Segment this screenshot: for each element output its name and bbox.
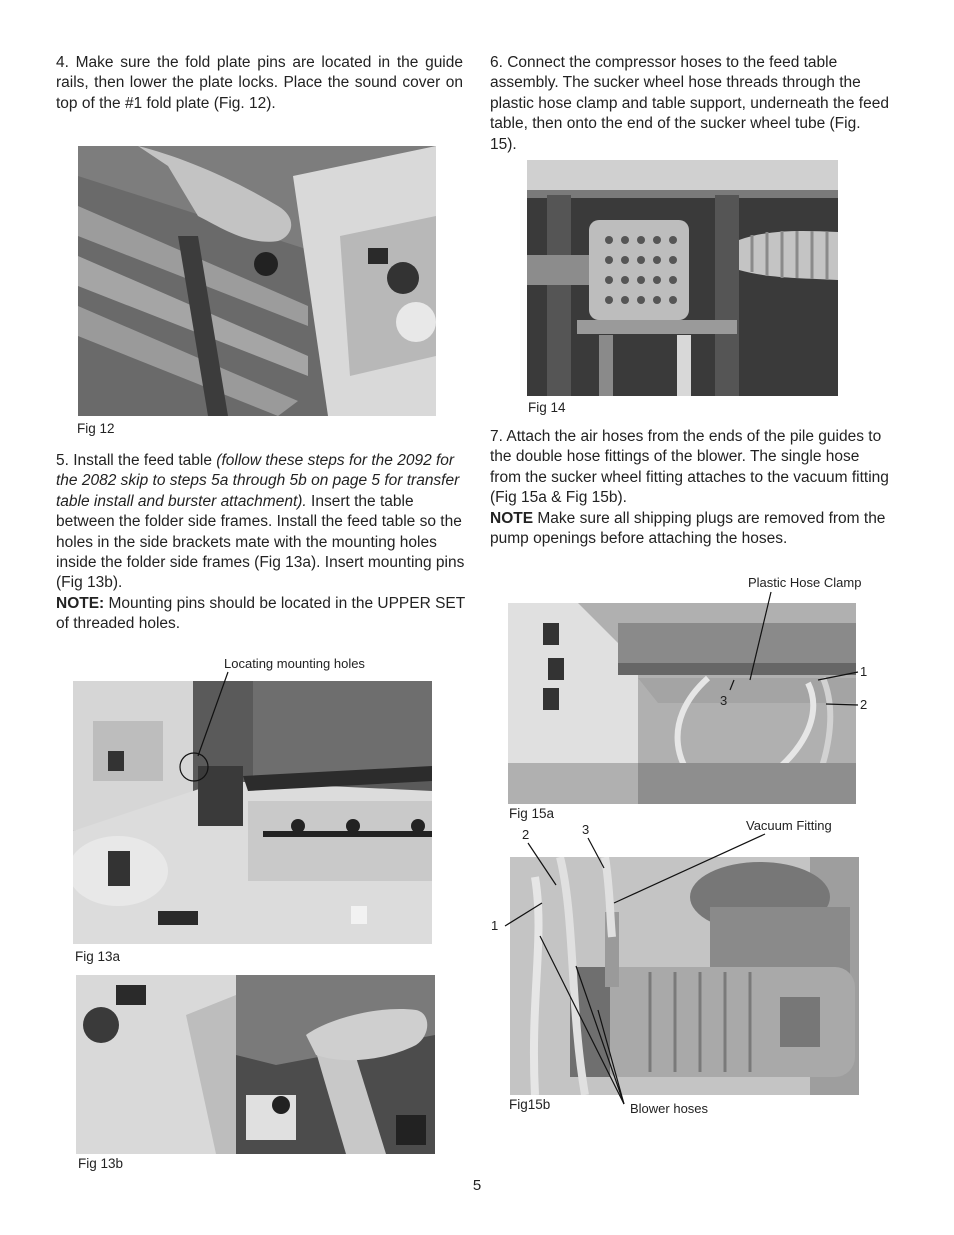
fig-15a-photo — [508, 603, 856, 804]
step-5-note-text: Mounting pins should be located in the UPPER SET of threaded holes. — [56, 594, 465, 633]
step-7-note — [490, 509, 892, 550]
step-4-text — [56, 53, 463, 114]
step-5-body: Insert the table between the folder side frames. Install the feed table so the holes in the side brackets mate with the mounting holes inside the folder side frames (Fig 13a). Insert mounting pins (Fig 13b). — [56, 492, 465, 592]
fig-15b-callout-blower: Blower hoses — [630, 1101, 709, 1116]
fig-15b-label-1: 1 — [491, 918, 499, 933]
fig-15a-caption: Fig 15a — [509, 806, 555, 821]
step-6-paragraph: 6. Connect the compressor hoses to the feed table assembly. The sucker wheel hose threads through the plastic hose clamp and table support, underneath the feed table, then onto the end of the sucker wheel tube (Fig. 15). — [490, 54, 889, 153]
step-7-note-label: NOTE — [490, 509, 534, 527]
step-7-paragraph: 7. Attach the air hoses from the ends of the pile guides to the double hose fittings of the blower. The single hose from the sucker wheel fitting attaches to the vacuum fitting (Fig 15a & Fig 15b). — [490, 428, 889, 507]
step-5-note-label: NOTE: — [56, 594, 105, 612]
fig-15b-label-3: 3 — [582, 822, 590, 837]
step-5-lead: 5. Install the feed table — [56, 452, 217, 469]
fig-15a-callout-clamp: Plastic Hose Clamp — [748, 575, 862, 590]
fig-13a-caption: Fig 13a — [75, 949, 121, 964]
step-5-italic-note: (follow these steps for the 2092 for the 2082 skip to steps 5a through 5b on page 5 for transfer table install and burster attachment). — [56, 452, 460, 510]
step-7-text — [490, 427, 892, 549]
step-5-paragraph — [56, 451, 466, 594]
fig-12-photo — [78, 146, 436, 416]
fig-14-photo — [527, 160, 838, 396]
fig-15b-photo — [510, 857, 859, 1095]
fig-15b-caption: Fig15b — [509, 1097, 551, 1112]
fig-13b-photo — [76, 975, 435, 1154]
fig-15b-callout-vacuum: Vacuum Fitting — [746, 818, 832, 833]
fig-13a-callout-label: Locating mounting holes — [224, 656, 365, 671]
step-5-text — [56, 451, 466, 635]
fig-14-caption: Fig 14 — [528, 400, 566, 415]
fig-13a-photo — [73, 681, 432, 944]
fig-15a-label-3: 3 — [720, 693, 728, 708]
fig-13b-caption: Fig 13b — [78, 1156, 124, 1171]
step-7-note-text: Make sure all shipping plugs are removed from the pump openings before attaching the hoses. — [490, 509, 886, 548]
fig-15a-label-1: 1 — [860, 664, 868, 679]
step-6-text — [490, 53, 890, 155]
step-4-paragraph: 4. Make sure the fold plate pins are located in the guide rails, then lower the plate locks. Place the sound cover on top of the #1 fold plate (Fig. 12). — [56, 54, 463, 112]
fig-15a-label-2: 2 — [860, 697, 868, 712]
fig-12-caption: Fig 12 — [77, 421, 115, 436]
page-number: 5 — [472, 1177, 482, 1194]
step-5-note — [56, 594, 466, 635]
fig-15b-label-2: 2 — [522, 827, 530, 842]
